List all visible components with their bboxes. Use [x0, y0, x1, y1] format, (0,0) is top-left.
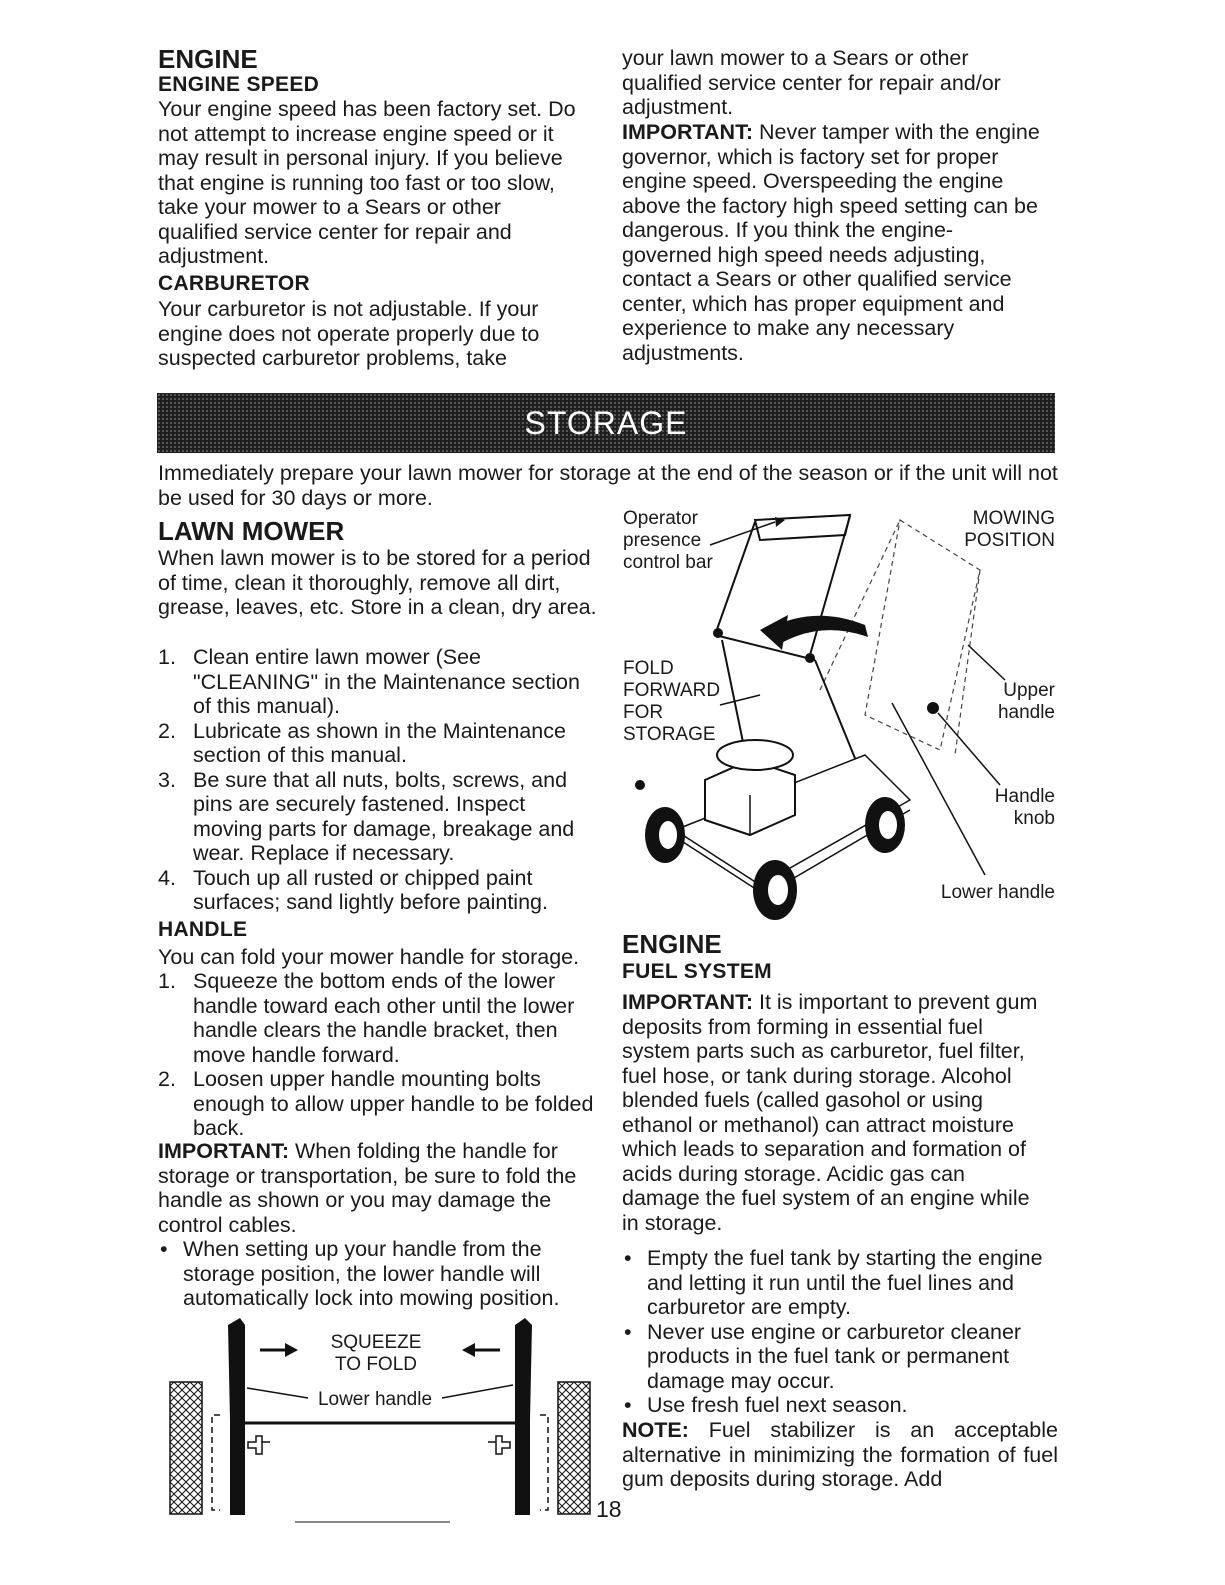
- note-label: NOTE:: [622, 1418, 689, 1442]
- handle-important-block: [158, 1139, 598, 1237]
- engine-heading: ENGINE: [158, 44, 258, 74]
- fuel-bullets: [622, 1246, 1047, 1418]
- handle-bullet: • When setting up your handle from the storage position, the lower handle will automatically lock into mowing position.: [160, 1237, 560, 1310]
- carburetor-text-continued: your lawn mower to a Sears or other qualified service center for repair and/or adjustment.: [622, 46, 1001, 119]
- left-handle-post: [228, 1318, 245, 1515]
- right-handle-post: [515, 1318, 532, 1515]
- handle-important-label: IMPORTANT:: [158, 1139, 289, 1163]
- fuel-note-block: [622, 1418, 1058, 1492]
- fuel-important-label: IMPORTANT:: [622, 990, 753, 1014]
- squeeze-label-1: SQUEEZE: [330, 1332, 422, 1353]
- engine-speed-text: Your engine speed has been factory set. Do not attempt to increase engine speed or it may result in personal injury. If you believe that engine is running too fast or too slow, take your mower to a Sears or other qualified service center for repair and adjustment.: [158, 97, 576, 268]
- engine-speed-heading: ENGINE SPEED: [158, 73, 320, 96]
- squeeze-label-2: TO FOLD: [335, 1354, 417, 1375]
- handle-steps: [158, 969, 598, 1141]
- handle-heading: HANDLE: [158, 918, 248, 941]
- mowing-position-label: MOWING POSITION: [964, 508, 1055, 551]
- storage-title: STORAGE: [524, 405, 688, 441]
- squeeze-lower-handle-label: Lower handle: [317, 1389, 433, 1410]
- storage-banner: [157, 393, 1055, 453]
- note-text: Fuel stabilizer is an acceptable alternative in minimizing the formation of fuel gum deposits during storage. Add: [622, 1418, 1058, 1491]
- storage-intro: Immediately prepare your lawn mower for storage at the end of the season or if the unit will not be used for 30 days or more.: [158, 461, 1058, 510]
- lawn-mower-step: 1. Clean entire lawn mower (See "CLEANING" in the Maintenance section of this manual).: [158, 645, 580, 718]
- operator-presence-label: Operator presence control bar: [623, 508, 713, 573]
- important-label: IMPORTANT:: [622, 120, 753, 144]
- lawn-mower-steps: [158, 645, 598, 915]
- left-wheel: [170, 1382, 202, 1514]
- lawn-mower-step: 4. Touch up all rusted or chipped paint surfaces; sand lightly before painting.: [158, 865, 548, 914]
- right-arrow-icon: [260, 1343, 298, 1357]
- carburetor-heading: CARBURETOR: [158, 272, 310, 295]
- left-arrow-icon: [462, 1343, 500, 1357]
- fuel-bullet: • Empty the fuel tank by starting the engine and letting it run until the fuel lines and carburetor are empty.: [624, 1246, 1043, 1319]
- lawn-mower-heading: LAWN MOWER: [158, 516, 345, 546]
- handle-important-text: When folding the handle for storage or transportation, be sure to fold the handle as shown or you may damage the control cables.: [158, 1139, 577, 1237]
- important-governor-block: [622, 120, 1042, 365]
- fuel-important-text: It is important to prevent gum deposits from forming in essential fuel system parts such as carburetor, fuel filter, fuel hose, or tank during storage. Alcohol blended fuels (called gasohol or using ethanol or methanol) can attract moisture which leads to separation and formation of acids during storage. Acidic gas can damage the fuel system of an engine while in storage.: [622, 990, 1038, 1235]
- right-wheel: [558, 1382, 590, 1514]
- handle-knob-label: Handle knob: [994, 786, 1055, 829]
- page-number: 18: [596, 1496, 622, 1522]
- lawn-mower-text: When lawn mower is to be stored for a period of time, clean it thoroughly, remove all dirt, grease, leaves, etc. Store in a clean, dry area.: [158, 546, 597, 619]
- fuel-bullet: • Never use engine or carburetor cleaner products in the fuel tank or permanent damage may occur.: [624, 1319, 1022, 1393]
- important-governor-text: Never tamper with the engine governor, which is factory set for proper engine speed. Overspeeding the engine above the factory high speed setting can be dangerous. If you think the engine-governed high speed needs adjusting, contact a Sears or other qualified service center, which has proper equipment and experience to make any necessary adjustments.: [622, 120, 1040, 365]
- fold-forward-label: FOLD FORWARD FOR STORAGE: [623, 658, 721, 745]
- upper-handle-label: Upper handle: [997, 680, 1055, 723]
- lawn-mower-step: 2. Lubricate as shown in the Maintenance section of this manual.: [158, 718, 566, 767]
- handle-step: 1. Squeeze the bottom ends of the lower handle toward each other until the lower handle clears the handle bracket, then move handle forward.: [158, 969, 575, 1067]
- fuel-bullet: • Use fresh fuel next season.: [624, 1393, 908, 1417]
- squeeze-to-fold-illustration: [150, 1310, 610, 1525]
- lawn-mower-step: 3. Be sure that all nuts, bolts, screws, and pins are securely fastened. Inspect moving parts for damage, breakage and wear. Replace if necessary.: [158, 767, 575, 865]
- carburetor-text: Your carburetor is not adjustable. If your engine does not operate properly due to suspected carburetor problems, take: [158, 297, 540, 370]
- handle-step: 2. Loosen upper handle mounting bolts enough to allow upper handle to be folded back.: [158, 1067, 594, 1140]
- lower-handle-label: Lower handle: [940, 882, 1055, 903]
- handle-text: You can fold your mower handle for storage.: [158, 945, 580, 969]
- fuel-important-block: [622, 990, 1047, 1235]
- folded-upper-handle: [755, 515, 850, 540]
- engine-fuel-heading: ENGINE: [622, 929, 722, 959]
- fuel-system-heading: FUEL SYSTEM: [622, 960, 772, 983]
